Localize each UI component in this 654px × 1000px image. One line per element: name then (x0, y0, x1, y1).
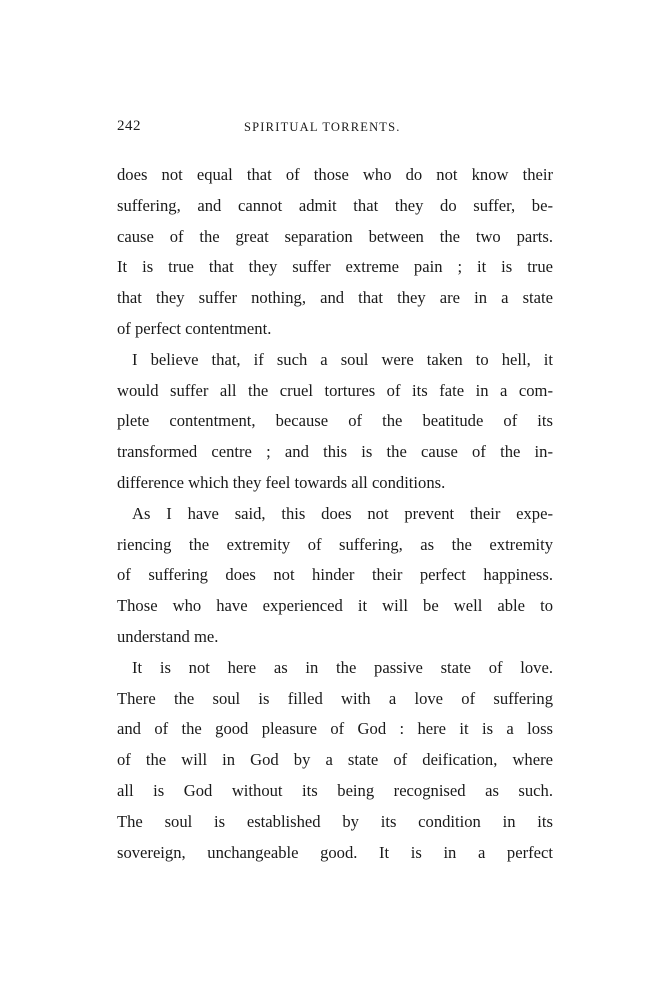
text-line: that they suffer nothing, and that they are in a state (117, 288, 553, 308)
text-line: understand me. (117, 626, 219, 646)
text-line: I believe that, if such a soul were taken to hell, it (132, 349, 553, 369)
text-line: cause of the great separation between the two parts. (117, 226, 553, 246)
text-line: of the will in God by a state of deification, where (117, 750, 553, 770)
page-number: 242 (117, 118, 141, 134)
text-line: There the soul is filled with a love of suffering (117, 688, 553, 708)
body-text (117, 160, 553, 868)
text-line: It is not here as in the passive state of love. (132, 657, 553, 677)
text-line: sovereign, unchangeable good. It is in a perfect (117, 842, 553, 862)
text-line: It is true that they suffer extreme pain ; it is true (117, 257, 553, 277)
text-line: all is God without its being recognised as such. (117, 780, 553, 800)
text-line: of perfect contentment. (117, 318, 272, 338)
text-line: Those who have experienced it will be well able to (117, 596, 553, 616)
text-line: and of the good pleasure of God : here it is a loss (117, 719, 553, 739)
text-line: riencing the extremity of suffering, as the extremity (117, 534, 553, 554)
text-line: transformed centre ; and this is the cause of the in- (117, 442, 553, 462)
text-line: plete contentment, because of the beatitude of its (117, 411, 553, 431)
text-line: does not equal that of those who do not know their (117, 165, 553, 184)
running-head: SPIRITUAL TORRENTS. (244, 120, 401, 134)
text-line: difference which they feel towards all conditions. (117, 472, 446, 492)
text-line: suffering, and cannot admit that they do suffer, be- (117, 195, 553, 215)
text-line: The soul is established by its condition in its (117, 811, 553, 831)
text-line: of suffering does not hinder their perfect happiness. (117, 565, 553, 585)
text-line: As I have said, this does not prevent their expe- (132, 503, 553, 523)
text-line: would suffer all the cruel tortures of its fate in a com- (117, 380, 553, 400)
